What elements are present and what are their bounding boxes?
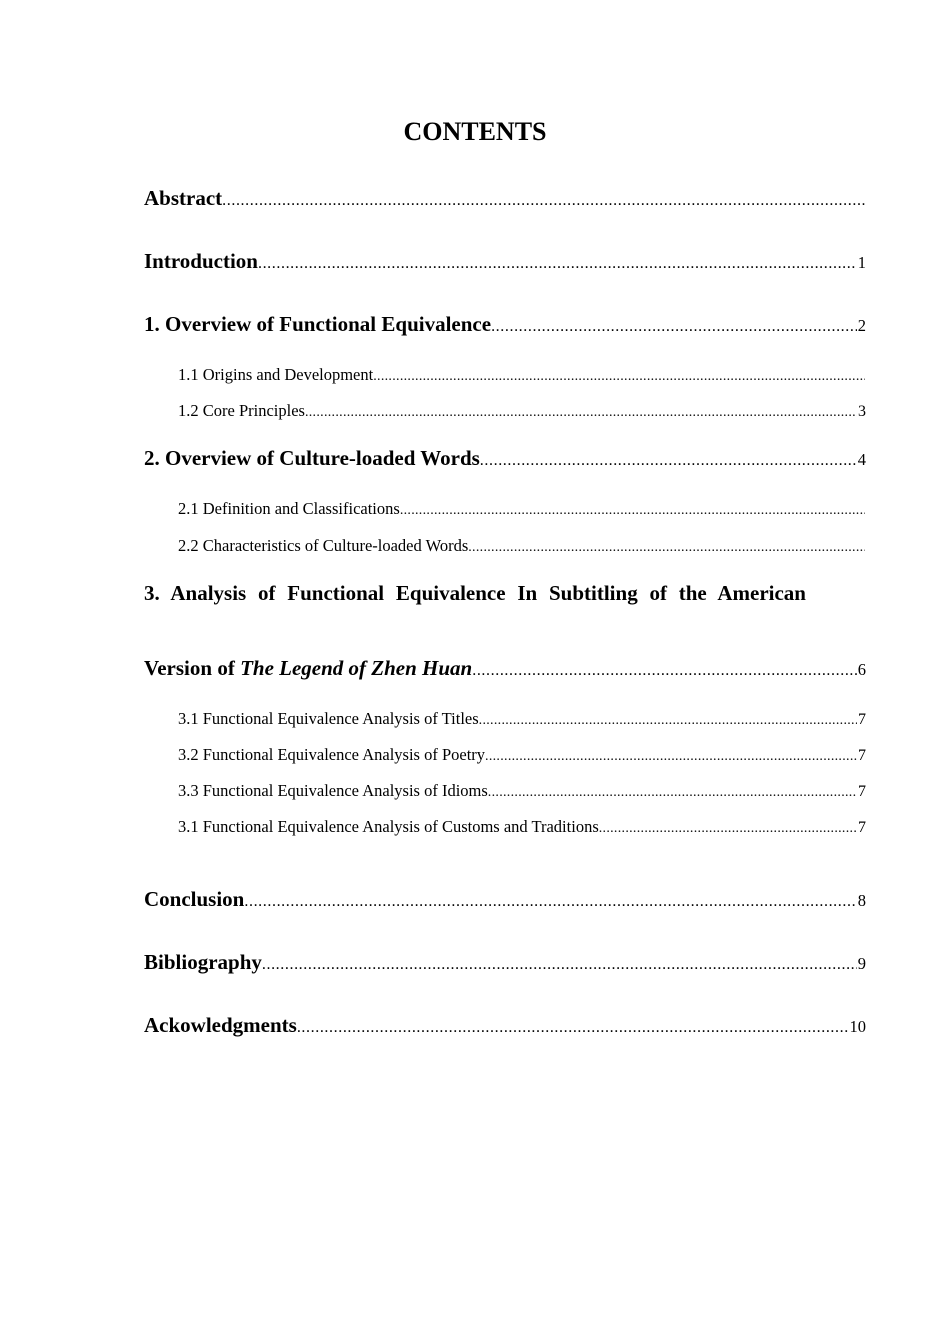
- leader-dots: [258, 255, 857, 273]
- leader-dots: [480, 452, 857, 470]
- leader-dots: [244, 893, 856, 911]
- toc-entry-section-3-3[interactable]: [178, 781, 866, 801]
- toc-entry-chapter-3-line-1[interactable]: 3. Analysis of Functional Equivalence In Subtitling of the American: [144, 581, 806, 605]
- toc-page-number: 7: [858, 819, 866, 836]
- leader-dots: [485, 749, 857, 765]
- toc-entry-label: Conclusion: [144, 887, 245, 911]
- toc-entry-section-1-1[interactable]: [178, 365, 866, 385]
- toc-entry-abstract[interactable]: [144, 186, 866, 211]
- leader-dots: [472, 662, 857, 680]
- toc-entry-label-italic-title: The Legend of Zhen Huan: [240, 656, 473, 680]
- toc-entry-label: 2. Overview of Culture-loaded Words: [144, 446, 480, 470]
- page-title: CONTENTS: [403, 117, 547, 146]
- toc-entry-label: 1.1 Origins and Development: [178, 365, 374, 384]
- toc-entry-section-3-2[interactable]: [178, 745, 866, 765]
- toc-page-number: 3: [858, 403, 866, 420]
- toc-entry-conclusion[interactable]: [144, 887, 866, 912]
- toc-page-number: 9: [857, 954, 866, 973]
- toc-entry-chapter-2[interactable]: [144, 446, 866, 471]
- toc-entry-label: 3.3 Functional Equivalence Analysis of Idioms: [178, 781, 488, 800]
- toc-entry-label: 3.1 Functional Equivalence Analysis of Titles: [178, 709, 479, 728]
- toc-entry-chapter-3[interactable]: [144, 656, 866, 681]
- toc-page-number: 1: [857, 253, 866, 272]
- leader-dots: [468, 540, 865, 556]
- toc-entry-label: Ackowledgments: [144, 1013, 297, 1037]
- toc-entry-label: Abstract: [144, 186, 223, 210]
- toc-entry-label-prefix: Version of: [144, 656, 241, 680]
- toc-entry-label: 2.1 Definition and Classifications: [178, 499, 400, 518]
- toc-page-number: 2: [857, 316, 866, 335]
- leader-dots: [400, 503, 865, 519]
- toc-entry-section-1-2[interactable]: [178, 401, 866, 421]
- leader-dots: [297, 1019, 849, 1037]
- toc-page-number: 6: [857, 660, 866, 679]
- leader-dots: [305, 405, 857, 421]
- toc-entry-label: 2.2 Characteristics of Culture-loaded Words: [178, 536, 469, 555]
- toc-entry-bibliography[interactable]: [144, 950, 866, 975]
- toc-entry-label: 3.1 Functional Equivalence Analysis of Customs and Traditions: [178, 817, 599, 836]
- toc-page-number: 7: [858, 747, 866, 764]
- leader-dots: [491, 318, 857, 336]
- toc-entry-section-3-4[interactable]: [178, 817, 866, 837]
- toc-entry-label: Introduction: [144, 249, 258, 273]
- toc-entry-section-3-1[interactable]: [178, 709, 866, 729]
- toc-entry-introduction[interactable]: [144, 249, 866, 274]
- toc-page-number: 7: [858, 711, 866, 728]
- toc-page-number: 8: [857, 891, 866, 910]
- leader-dots: [488, 785, 857, 801]
- toc-entry-label: 3.2 Functional Equivalence Analysis of Poetry: [178, 745, 486, 764]
- toc-entry-section-2-2[interactable]: [178, 536, 866, 556]
- toc-entry-label: 1.2 Core Principles: [178, 401, 305, 420]
- leader-dots: [262, 956, 857, 974]
- leader-dots: [373, 369, 865, 385]
- toc-entry-chapter-1[interactable]: [144, 312, 866, 337]
- toc-page-number: 10: [849, 1017, 866, 1036]
- toc-entry-label: [144, 656, 472, 681]
- toc-entry-section-2-1[interactable]: [178, 499, 866, 519]
- leader-dots: [599, 821, 857, 837]
- leader-dots: [479, 713, 857, 729]
- toc-entry-label: 1. Overview of Functional Equivalence: [144, 312, 492, 336]
- toc-page-number: 4: [857, 450, 866, 469]
- leader-dots: [222, 192, 865, 210]
- toc-page-number: 7: [858, 783, 866, 800]
- toc-entry-label: Bibliography: [144, 950, 262, 974]
- toc-entry-acknowledgments[interactable]: [144, 1013, 866, 1038]
